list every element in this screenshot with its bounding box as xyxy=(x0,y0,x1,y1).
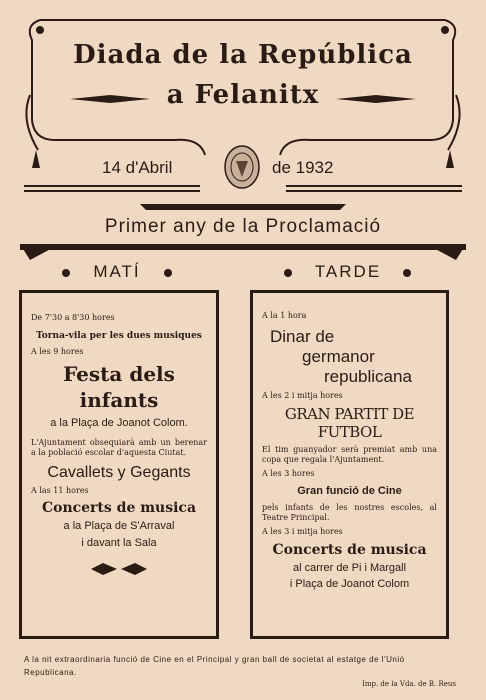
ornament-icon xyxy=(89,561,149,577)
tarde-event-4: Concerts de musica xyxy=(272,542,427,558)
republic-seal xyxy=(214,143,270,193)
subtitle: Primer any de la Proclamació xyxy=(104,216,382,237)
mati-time-2: A les 9 hores xyxy=(31,347,84,356)
column-heading-mati: MATÍ xyxy=(93,262,141,281)
date-day: 14 d'Abril xyxy=(102,158,173,177)
tarde-event-2-description: El tim guanyador serà premiat amb una copa que regala l'Ajuntament. xyxy=(262,445,437,464)
footer-note: A la nit extraordinaria funció de Cine en el Principal y gran ball de societat al estatge de l'Unió Republicana. xyxy=(24,655,405,677)
page-title: Diada de la República xyxy=(73,40,413,70)
tarde-event-1-line-3: republicana xyxy=(324,367,412,386)
date-year: de 1932 xyxy=(272,158,334,177)
mati-event-4-place-1: a la Plaça de S'Arraval xyxy=(63,520,175,532)
tarde-event-3-description: pels infants de les nostres escoles, al Teatre Principal. xyxy=(262,503,437,522)
page-title-location: a Felanitx xyxy=(166,80,320,110)
mati-panel xyxy=(19,290,219,639)
tarde-event-3: Gran funció de Cine xyxy=(297,485,402,497)
tarde-event-2: GRAN PARTIT DE FUTBOL xyxy=(284,405,415,441)
mati-event-2-description: L'Ajuntament obsequiarà amb un berenar a la població escolar d'aquesta Ciutat. xyxy=(31,438,207,457)
mati-event-3: Cavallets y Gegants xyxy=(47,464,191,481)
tarde-time-1: A la 1 hora xyxy=(262,311,307,320)
mati-event-4: Concerts de musica xyxy=(41,500,197,516)
tarde-time-4: A les 3 i mitja hores xyxy=(262,527,343,536)
mati-event-1: Torna-vila per les dues musiques xyxy=(36,331,202,341)
mati-time-1: De 7'30 a 8'30 hores xyxy=(31,313,115,322)
printer-credit: Imp. de la Vda. de B. Reus xyxy=(362,680,456,688)
mati-event-2-place: a la Plaça de Joanot Colom. xyxy=(50,417,188,429)
tarde-time-3: A les 3 hores xyxy=(262,469,315,478)
tarde-event-1-line-1: Dinar de xyxy=(270,327,335,346)
tarde-event-1-line-2: germanor xyxy=(302,347,375,366)
mati-event-4-place-2: i davant la Sala xyxy=(81,537,157,549)
tarde-event-4-place-2: i Plaça de Joanot Colom xyxy=(289,578,410,590)
mati-time-3: A las 11 hores xyxy=(31,486,89,495)
tarde-time-2: A les 2 i mitja hores xyxy=(262,391,343,400)
column-heading-tarde: TARDE xyxy=(314,262,382,281)
mati-event-2: Festa dels infants xyxy=(63,362,175,412)
tarde-panel xyxy=(250,290,449,639)
tarde-event-4-place-1: al carrer de Pi i Margall xyxy=(292,562,407,574)
